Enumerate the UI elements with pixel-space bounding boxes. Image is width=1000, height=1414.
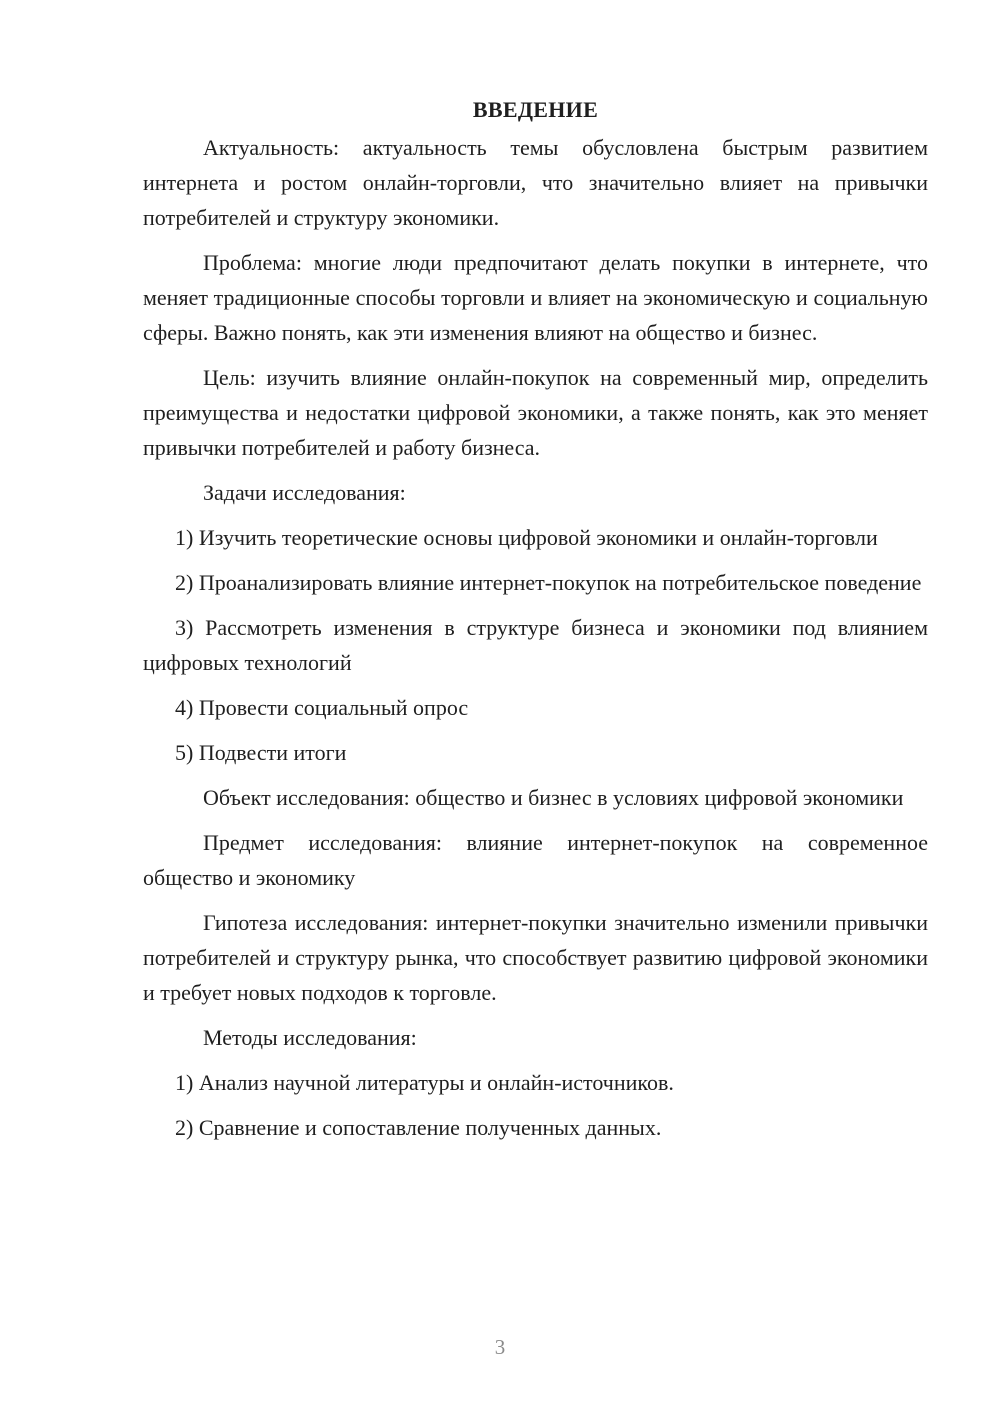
task-item: 2) Проанализировать влияние интернет-покупок на потребительское поведение — [175, 570, 922, 595]
task-item: 1) Изучить теоретические основы цифровой экономики и онлайн-торговли — [175, 525, 878, 550]
problem-paragraph: Проблема: многие люди предпочитают делать покупки в интернете, что меняет традиционные способы торговли и влияет на экономическую и социальную сферы. Важно понять, как эти изменения влияют на общество и бизнес. — [143, 250, 928, 345]
tasks-heading: Задачи исследования: — [203, 480, 406, 505]
methods-heading: Методы исследования: — [203, 1025, 417, 1050]
task-item: 4) Провести социальный опрос — [175, 695, 469, 720]
subject-paragraph: Предмет исследования: влияние интернет-покупок на современное общество и экономику — [143, 830, 928, 890]
object-paragraph: Объект исследования: общество и бизнес в условиях цифровой экономики — [203, 785, 904, 810]
page-number: 3 — [494, 1335, 506, 1359]
section-heading: ВВЕДЕНИЕ — [472, 97, 599, 122]
goal-paragraph: Цель: изучить влияние онлайн-покупок на современный мир, определить преимущества и недостатки цифровой экономики, а также понять, как это меняет привычки потребителей и работу бизнеса. — [143, 365, 928, 460]
method-item: 1) Анализ научной литературы и онлайн-источников. — [175, 1070, 674, 1095]
relevance-paragraph: Актуальность: актуальность темы обусловлена быстрым развитием интернета и ростом онлайн-торговли, что значительно влияет на привычки потребителей и структуру экономики. — [143, 135, 928, 230]
page-content — [143, 92, 928, 1155]
hypothesis-paragraph: Гипотеза исследования: интернет-покупки значительно изменили привычки потребителей и структуру рынка, что способствует развитию цифровой экономики и требует новых подходов к торговле. — [143, 910, 928, 1005]
task-item: 3) Рассмотреть изменения в структуре бизнеса и экономики под влиянием цифровых технологий — [143, 615, 928, 675]
task-item: 5) Подвести итоги — [175, 740, 347, 765]
method-item: 2) Сравнение и сопоставление полученных данных. — [175, 1115, 662, 1140]
